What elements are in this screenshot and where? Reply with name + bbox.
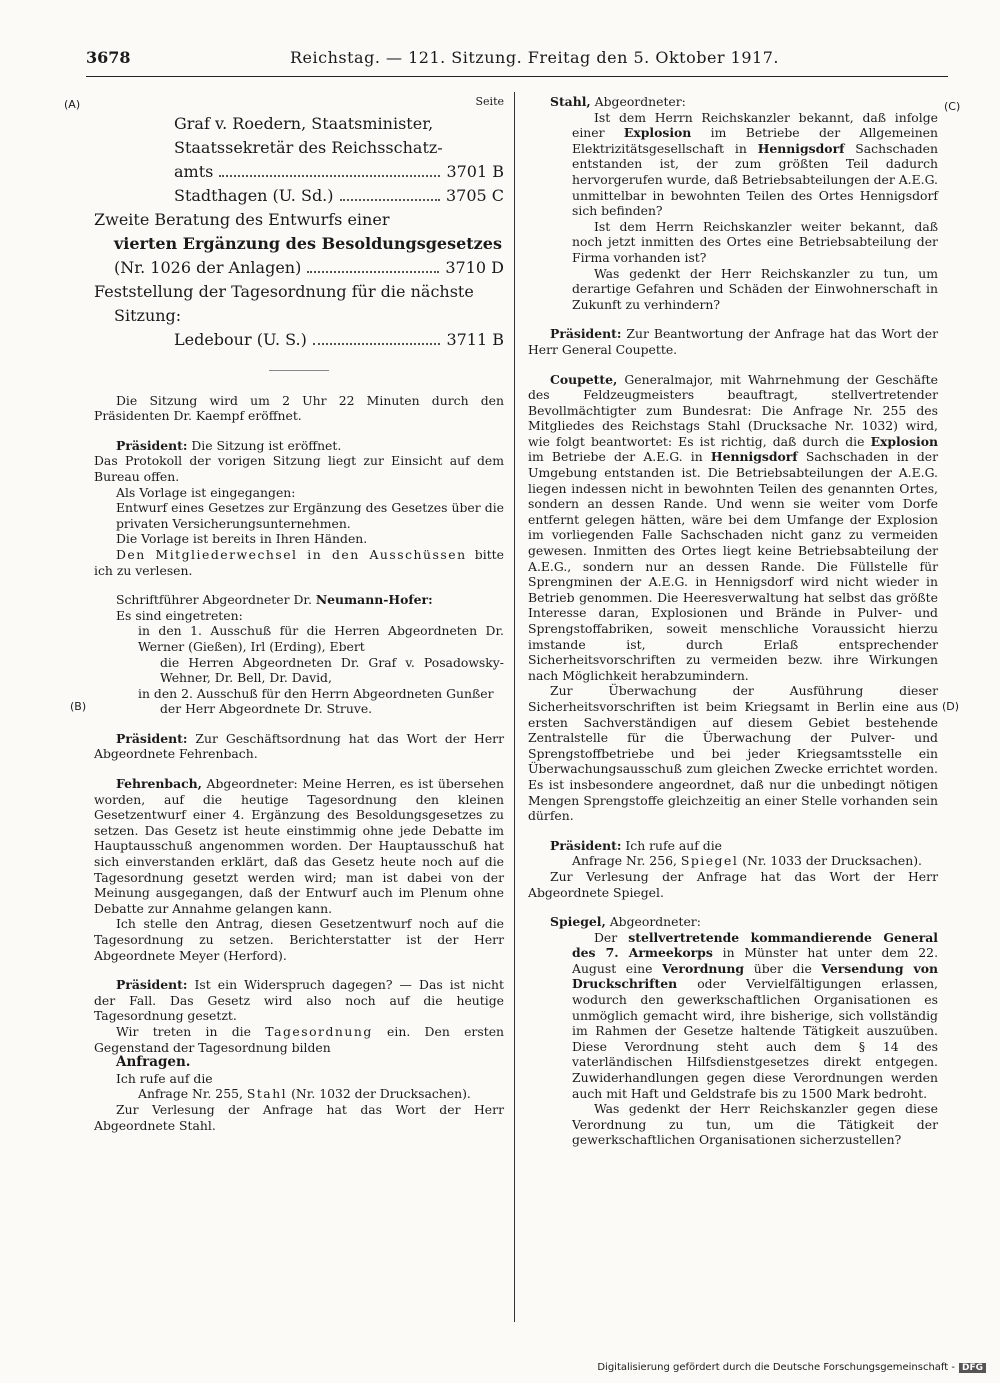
toc-ledebour-page: 3711 B: [446, 329, 504, 349]
ausschuss2-paragraph: in den 2. Ausschuß für den Herrn Abgeordneten Gunßer: [138, 685, 494, 701]
left-column: [94, 94, 504, 1133]
verlesung-paragraph: Zur Verlesung der Anfrage hat das Wort der Herr Abgeordnete Stahl.: [94, 1101, 504, 1133]
praesident-statement: Präsident: Die Sitzung ist eröffnet.: [116, 437, 342, 453]
spiegel-question-2: Was gedenkt der Herr Reichskanzler gegen diese Verordnung zu tun, um die Tätigkeit der gewerkschaftlichen Organisationen sicherzustellen?: [572, 1101, 938, 1148]
speaker-name: Präsident:: [116, 437, 188, 453]
toc-anlagen: [94, 256, 504, 280]
toc-stadthagen: [94, 184, 504, 208]
eingetreten-paragraph: Es sind eingetreten:: [116, 607, 243, 623]
rufe-paragraph: Ich rufe auf die: [116, 1070, 213, 1086]
page-header: [86, 48, 948, 74]
stahl-question-1: Ist dem Herrn Reichskanzler bekannt, daß infolge einer Explosion im Betriebe der Allgemeinen Elektrizitätsgesellschaft in Hennigsdorf Sachschaden entstanden ist, der zum größten Teil dadurch hervorgerufen wurde, daß Betriebsabteilungen der A.E.G. unmittelbar in bewohnten Teilen des Ortes Hennigsdorf sich befinden?: [572, 109, 938, 219]
toc-anlagen-page: 3710 D: [445, 257, 504, 277]
spiegel-heading: Spiegel, Abgeordneter:: [550, 914, 701, 930]
mitglieder-paragraph: Den Mitgliederwechsel in den Ausschüssen bitte ich zu verlesen.: [94, 546, 504, 578]
ausschuss1-paragraph: in den 1. Ausschuß für die Herren Abgeordneten Dr. Werner (Gießen), Irl (Erding), Ebert: [138, 623, 504, 654]
ausschuss1-members: die Herren Abgeordneten Dr. Graf v. Posadowsky-Wehner, Dr. Bell, Dr. David,: [160, 654, 504, 686]
toc-amts-label: amts: [174, 161, 214, 181]
speaker-name: Präsident:: [550, 326, 622, 342]
footer-text: Digitalisierung gefördert durch die Deutsche Forschungsgemeinschaft -: [597, 1362, 955, 1373]
toc-fest-line1: Feststellung der Tagesordnung für die nächste: [94, 281, 474, 301]
stahl-question-2: Ist dem Herrn Reichskanzler weiter bekannt, daß noch jetzt inmitten des Ortes eine Betriebsabteilung der Firma vorhanden ist?: [572, 218, 938, 265]
toc-ledebour-label: Ledebour (U. S.): [174, 329, 307, 349]
toc-leader: [219, 160, 440, 177]
speaker-name: Spiegel,: [550, 914, 606, 930]
haenden-paragraph: Die Vorlage ist bereits in Ihren Händen.: [116, 531, 368, 547]
anfrage-255: Anfrage Nr. 255, Stahl (Nr. 1032 der Drucksachen).: [138, 1086, 471, 1102]
anfragen-heading: Anfragen.: [116, 1054, 191, 1071]
page-number: 3678: [86, 48, 131, 67]
spiegel-question-1: Der stellvertretende kommandierende General des 7. Armeekorps in Münster hat unter dem 22. August eine Verordnung über die Versendung von Druckschriften oder Vervielfältigungen erlassen, wodurch den gewerkschaftlichen Organisationen es unmöglich gemacht wird, ihre bisherige, sich vollständig im Rahmen der Gesetze haltende Tätigkeit auszuüben. Diese Verordnung steht auch dem § 14 des vaterländischen Hilfsdienstgesetzes direkt entgegen. Zuwiderhandlungen gegen diese Verordnungen werden auch mit Haft und Geldstrafe bis zu 1500 Mark bedroht.: [572, 929, 939, 1101]
dfg-logo: DFG: [959, 1363, 986, 1373]
toc-amts-page: 3701 B: [446, 161, 504, 181]
toc-zweite-line2: vierten Ergänzung des Besoldungsgesetzes: [114, 233, 502, 253]
verlesung-paragraph: Zur Verlesung der Anfrage hat das Wort der Herr Abgeordnete Spiegel.: [528, 868, 938, 900]
praesident-statement: Präsident: Zur Geschäftsordnung hat das Wort der Herr Abgeordnete Fehrenbach.: [94, 730, 504, 762]
speaker-name: Coupette,: [550, 371, 618, 387]
toc-stadthagen-label: Stadthagen (U. Sd.): [174, 185, 334, 205]
toc-ledebour: [94, 328, 504, 352]
toc-anlagen-label: (Nr. 1026 der Anlagen): [114, 257, 302, 277]
anfrage-256: Anfrage Nr. 256, Spiegel (Nr. 1033 der Drucksachen).: [572, 853, 922, 869]
toc-leader: [307, 256, 439, 273]
margin-marker-d: (D): [942, 700, 960, 713]
stahl-heading: Stahl, Abgeordneter:: [550, 94, 686, 109]
stahl-question-3: Was gedenkt der Herr Reichskanzler zu tun, um derartige Gefahren und Schäden der Einwohnerschaft in Zukunft zu verhindern?: [572, 265, 938, 312]
ausschuss2-members: der Herr Abgeordnete Dr. Struve.: [160, 701, 373, 717]
opening-paragraph: Die Sitzung wird um 2 Uhr 22 Minuten durch den Präsidenten Dr. Kaempf eröffnet.: [94, 392, 504, 424]
margin-marker-a: (A): [64, 98, 81, 111]
speaker-name: Präsident:: [116, 977, 188, 993]
speaker-name: Präsident:: [116, 730, 188, 746]
speaker-name: Fehrenbach,: [116, 776, 202, 792]
margin-marker-c: (C): [944, 100, 961, 113]
right-column: [528, 94, 938, 1148]
toc-stadthagen-page: 3705 C: [445, 185, 504, 205]
running-title: Reichstag. — 121. Sitzung. Freitag den 5. Oktober 1917.: [290, 48, 779, 67]
toc-roedern: Graf v. Roedern, Staatsminister, Staatssekretär des Reichsschatz-: [174, 113, 443, 157]
protokoll-paragraph: Das Protokoll der vorigen Sitzung liegt zur Einsicht auf dem Bureau offen.: [94, 453, 504, 484]
toc-leader: [313, 328, 441, 345]
fehrenbach-statement: Fehrenbach, Abgeordneter: Meine Herren, es ist übersehen worden, auf die heutige Tagesordnung den kleinen Gesetzentwurf einer 4. Ergänzung des Besoldungsgesetzes zu setzen. Das Gesetz ist heute einstimmig ohne jede Debatte im Hauptausschuß angenommen worden. Der Hauptausschuß hat sich einverstanden erklärt, daß das Gesetz heute noch auf die Tagesordnung gesetzt werden wird; man ist dabei von der Meinung ausgegangen, daß der Entwurf auch im Plenum ohne Debatte zur Annahme gelangen kann.: [94, 776, 504, 916]
toc-fest-line2: Sitzung:: [114, 305, 182, 325]
vorlage-paragraph: Als Vorlage ist eingegangen:: [116, 484, 296, 500]
toc-seite-label: Seite: [475, 95, 504, 108]
digitization-footer: [597, 1362, 986, 1373]
margin-marker-b: (B): [70, 700, 87, 713]
schriftfuehrer-statement: Schriftführer Abgeordneter Dr. Neumann-Hofer:: [116, 592, 433, 608]
speaker-name: Neumann-Hofer:: [315, 592, 433, 608]
toc-amts: [94, 160, 504, 184]
toc-zweite-line1: Zweite Beratung des Entwurfs einer: [94, 209, 390, 229]
speaker-name: Stahl,: [550, 94, 591, 109]
entwurf-paragraph: Entwurf eines Gesetzes zur Ergänzung des Gesetzes über die privaten Versicherungsunternehmen.: [116, 500, 504, 531]
header-rule: [86, 76, 948, 77]
coupette-answer: Coupette, Generalmajor, mit Wahrnehmung der Geschäfte des Feldzeugmeisters beauftragt, stellvertretender Bevollmächtigter zum Bundesrat: Die Anfrage Nr. 255 des Mitgliedes des Reichstags Stahl (Drucksache Nr. 1032) wird, wie folgt beantwortet: Es ist richtig, daß durch die Explosion im Betriebe der A.E.G. in Hennigsdorf Sachschaden in der Umgebung entstanden ist. Die Betriebsabteilungen der A.E.G. liegen indessen nicht in bewohnten Teilen des genannten Ortes, sondern an dessen Rande. Und wenn sie weiter vom Dorfe entfernt gelegen hätten, wäre bei dem Umfange der Explosion im vorliegenden Falle Sachschaden nicht ganz zu vermeiden gewesen. Inmitten des Ortes liegt keine Betriebsabteilung der A.E.G., sondern nur an dessen Rande. Die Füllstelle für Sprengminen der A.E.G. in Hennigsdorf wird nicht wieder in Betrieb genommen. Die Heeresverwaltung hat selbst das größte Interesse daran, Explosionen und Brände in Pulver- und Sprengstoffabriken, soweit menschliche Voraussicht hierzu imstande ist, durch Erlaß entsprechender Sicherheitsvorschriften zu vermeiden bezw. ihre Wirkungen nach Möglichkeit herabzumindern.: [528, 371, 939, 683]
praesident-statement: Präsident: Ist ein Widerspruch dagegen? — Das ist nicht der Fall. Das Gesetz wird also noch auf die heutige Tagesordnung gesetzt.: [94, 977, 504, 1024]
column-divider: [514, 92, 515, 1322]
fehrenbach-antrag: Ich stelle den Antrag, diesen Gesetzentwurf noch auf die Tagesordnung zu setzen. Berichterstatter ist der Herr Abgeordnete Meyer (Herford).: [94, 916, 504, 963]
tagesordnung-paragraph: Wir treten in die Tagesordnung ein. Den ersten Gegenstand der Tagesordnung bilden: [94, 1023, 505, 1055]
praesident-statement: Präsident: Zur Beantwortung der Anfrage hat das Wort der Herr General Coupette.: [528, 326, 938, 357]
speaker-name: Präsident:: [550, 837, 622, 853]
table-of-contents: [94, 94, 504, 352]
coupette-answer-2: Zur Überwachung der Ausführung dieser Sicherheitsvorschriften ist beim Kriegsamt in Berlin eine aus ersten Sachverständigen auf diesem Gebiet bestehende Zentralstelle für die Überwachung der Pulver- und Sprengstoffbetriebe und bei jeder Kriegsamtsstelle ein Überwachungsausschuß zum gleichen Zwecke errichtet worden. Es ist insbesondere angeordnet, daß nur die unbedingt nötigen Mengen Sprengstoffe gleichzeitig an einer Stelle vorhanden sein dürfen.: [528, 683, 938, 824]
section-separator: [269, 370, 329, 371]
toc-leader: [340, 184, 440, 201]
praesident-statement: Präsident: Ich rufe auf die: [550, 837, 722, 853]
